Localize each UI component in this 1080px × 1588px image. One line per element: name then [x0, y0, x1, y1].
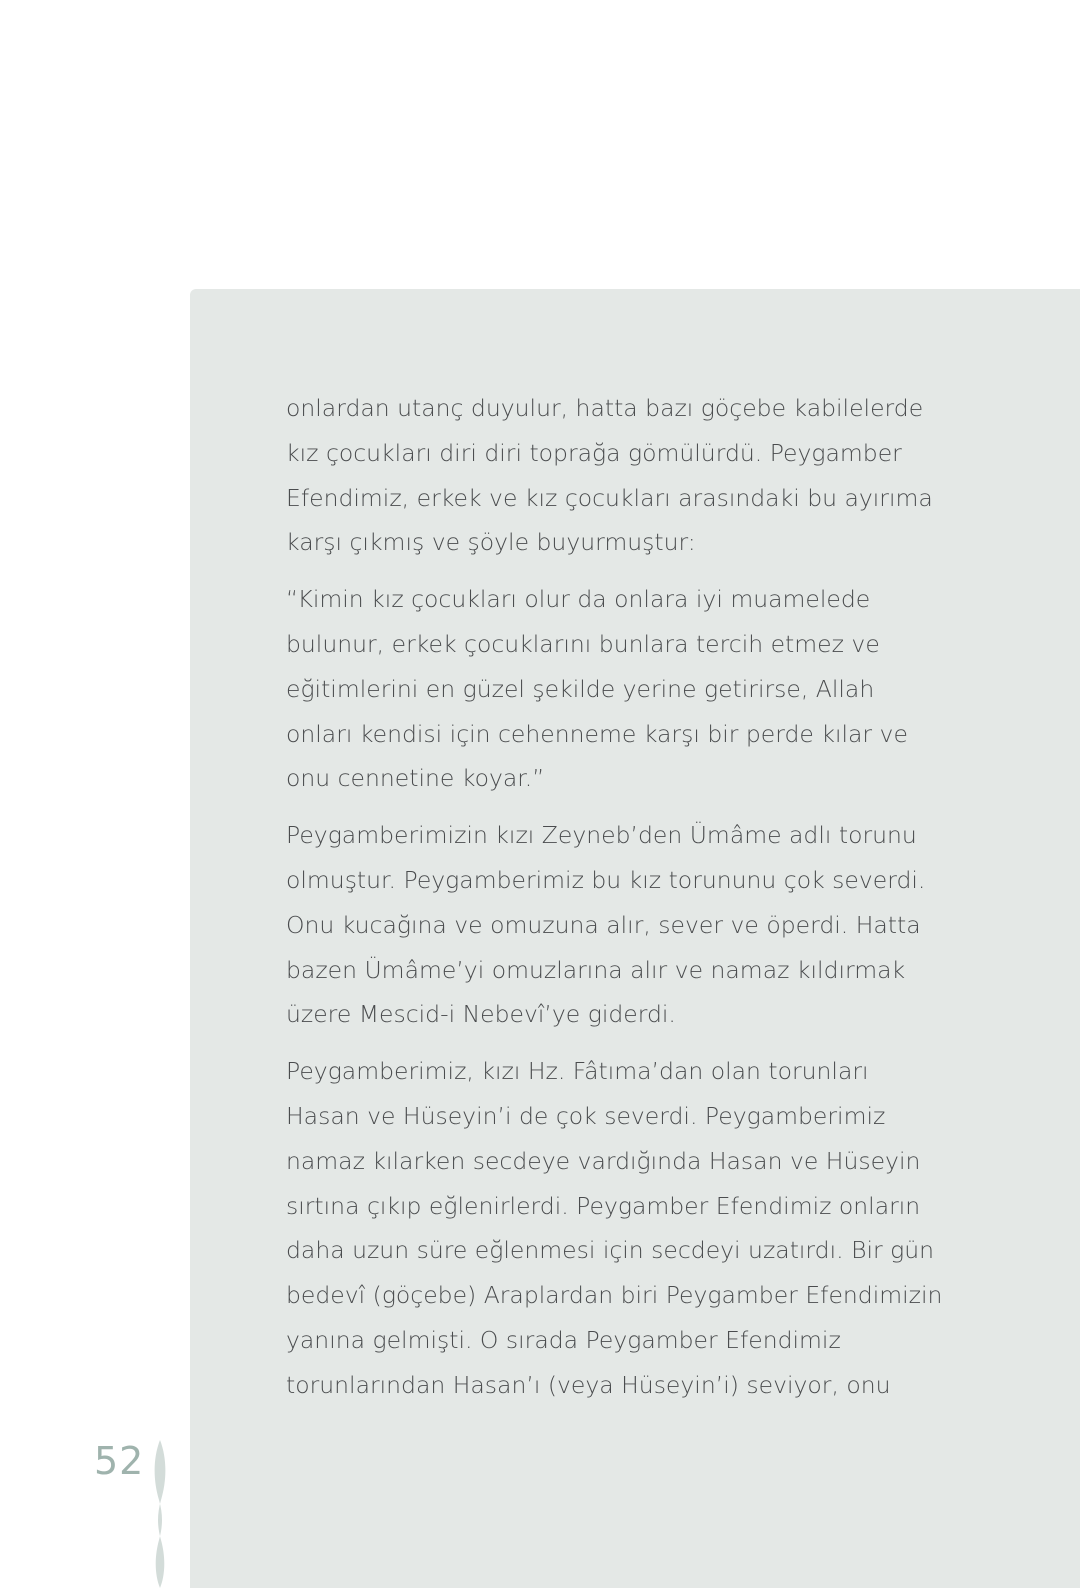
text-line: Efendimiz, erkek ve kız çocukları arasındaki bu ayırıma — [286, 483, 933, 512]
text-line: üzere Mescid-i Nebevî’ye giderdi. — [286, 1000, 676, 1029]
paragraph-quote — [286, 577, 926, 801]
body-text — [286, 386, 943, 1420]
text-line: Onu kucağına ve omuzuna alır, sever ve öperdi. Hatta — [286, 910, 921, 939]
text-line: onları kendisi için cehenneme karşı bir perde kılar ve — [286, 719, 908, 748]
text-line: bulunur, erkek çocuklarını bunlara tercih etmez ve — [286, 629, 880, 658]
leaf-ornament-icon — [150, 1440, 170, 1588]
text-line: daha uzun süre eğlenmesi için secdeyi uzatırdı. Bir gün — [286, 1236, 935, 1265]
text-line: “Kimin kız çocukları olur da onlara iyi muamelede — [286, 585, 871, 614]
text-line: onlardan utanç duyulur, hatta bazı göçebe kabilelerde — [286, 394, 924, 422]
text-line: Peygamberimizin kızı Zeyneb’den Ümâme adlı torunu — [286, 821, 917, 850]
paragraph-3 — [286, 813, 926, 1037]
text-line: bazen Ümâme’yi omuzlarına alır ve namaz kıldırmak — [286, 955, 906, 984]
text-line: kız çocukları diri diri toprağa gömülürdü. Peygamber — [286, 438, 902, 467]
text-line: Hasan ve Hüseyin’i de çok severdi. Peygamberimiz — [286, 1101, 886, 1130]
text-line: yanına gelmişti. O sırada Peygamber Efendimiz — [286, 1325, 841, 1354]
text-line: onu cennetine koyar.” — [286, 764, 545, 793]
text-line: olmuştur. Peygamberimiz bu kız torununu çok severdi. — [286, 865, 926, 894]
text-line: sırtına çıkıp eğlenirlerdi. Peygamber Efendimiz onların — [286, 1191, 921, 1220]
page-number: 52 — [94, 1439, 145, 1483]
paragraph-1 — [286, 386, 933, 565]
text-line: Peygamberimiz, kızı Hz. Fâtıma’dan olan torunları — [286, 1057, 869, 1086]
paragraph-4 — [286, 1049, 943, 1407]
text-line: karşı çıkmış ve şöyle buyurmuştur: — [286, 528, 696, 557]
text-line: torunlarından Hasan’ı (veya Hüseyin’i) seviyor, onu — [286, 1370, 891, 1399]
text-line: bedevî (göçebe) Araplardan biri Peygamber Efendimizin — [286, 1281, 943, 1310]
text-line: namaz kılarken secdeye vardığında Hasan ve Hüseyin — [286, 1146, 921, 1175]
text-line: eğitimlerini en güzel şekilde yerine getirirse, Allah — [286, 674, 875, 703]
